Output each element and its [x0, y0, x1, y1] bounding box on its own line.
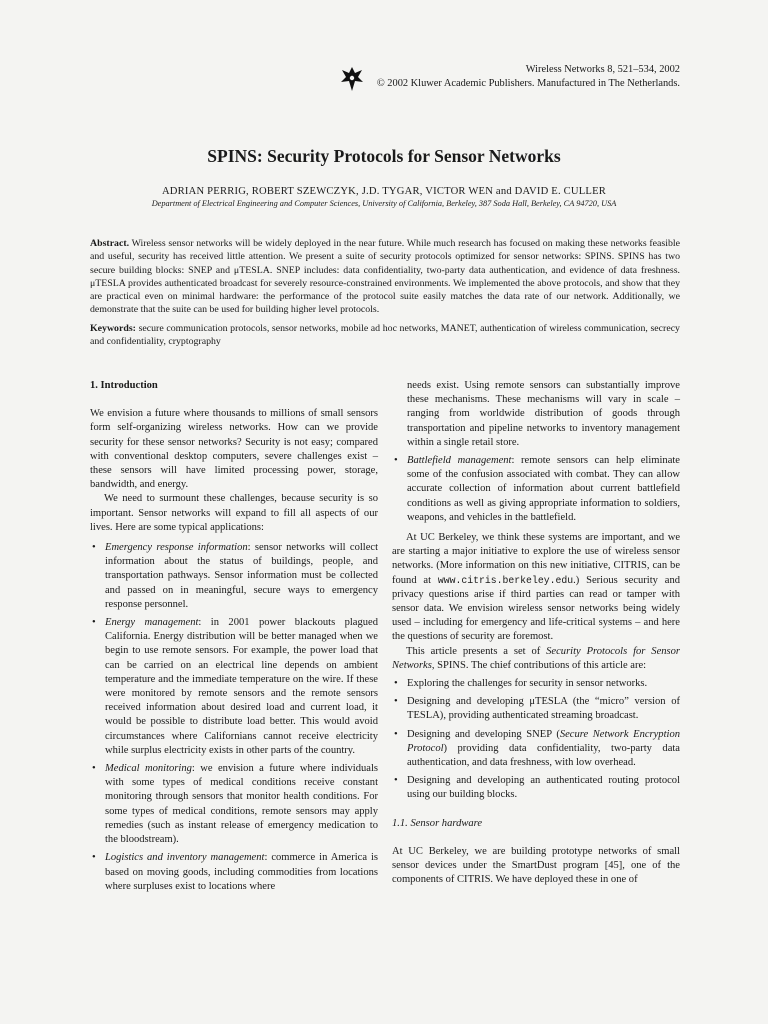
keywords-label: Keywords: — [90, 323, 136, 334]
bullet-text: : remote sensors can help eliminate some of the confusion associated with combat. They can allow accurate collection of information about current battlefield conditions as well as giving appropriate information to soldiers, weapons, and vehicles in the battlefield. — [407, 455, 680, 523]
keywords — [90, 322, 680, 349]
bullet-text: ) providing data confidentiality, two-party data authentication, and data freshness, with low overhead. — [407, 742, 680, 769]
abstract-label: Abstract. — [90, 238, 130, 249]
affiliation: Department of Electrical Engineering and Computer Sciences, University of California, Berkeley, 387 Soda Hall, Berkeley, CA 94720, USA — [151, 199, 617, 208]
citris-url: www.citris.berkeley.edu — [437, 574, 574, 586]
bullet-text: : in 2001 power blackouts plagued California. Energy distribution will be better managed when we begin to use remote sensors. For example, the power load that can be carried on an electrical line depends on ambient temperature and the immediate temperature on the wire. If these were monitored by remote sensors and the remote sensors received information about desired load and current load, it would be possible to distribute load better. This would avoid circumstances where Californians cannot receive electricity while surplus electricity exists in other parts of the country. — [105, 617, 378, 756]
publication-info — [377, 63, 680, 91]
abstract — [90, 237, 680, 317]
list-item — [392, 728, 680, 771]
intro-paragraph-3 — [392, 531, 680, 645]
left-column — [90, 379, 378, 894]
journal-line: Wireless Networks 8, 521–534, 2002 — [525, 64, 680, 75]
list-item — [90, 616, 378, 758]
keywords-text: secure communication protocols, sensor networks, mobile ad hoc networks, MANET, authentication of wireless communication, secrecy and confidentiality, cryptography — [90, 323, 680, 348]
bullet-text: : we envision a future where individuals with some types of medical conditions receive constant monitoring through sensors that monitor health conditions. For some types of medical conditions, remote sensors may apply remedies (such as instant release of emergency medication to the bloodstream). — [105, 763, 378, 846]
bullet-term: Emergency response information — [105, 542, 248, 554]
bullet-term: Energy management — [105, 617, 199, 629]
list-item-continuation: needs exist. Using remote sensors can substantially improve these mechanisms. These mechanisms will vary in scale – ranging from worldwide distribution of goods through transportation and pipeline networks to inventory management within a single retail store. — [407, 380, 680, 448]
intro-paragraph-2: We need to surmount these challenges, because security is so important. Sensor networks will expand to fill all aspects of our lives. Here are some typical applications: — [90, 493, 378, 533]
section-heading-introduction: 1. Introduction — [90, 380, 158, 391]
paper-title: SPINS: Security Protocols for Sensor Networks — [207, 146, 561, 166]
intro-paragraph-1: We envision a future where thousands to millions of small sensors form self-organizing wireless networks. How can we provide security for these sensor networks? Security is not easy; compared with conventional desktop computers, severe challenges exist – these sensors will have limited processing power, storage, bandwidth, and energy. — [90, 408, 378, 491]
list-item: • Designing and developing μTESLA (the “micro” version of TESLA), providing authenticated streaming broadcast. — [392, 695, 680, 723]
list-item: • Designing and developing an authenticated routing protocol using our building blocks. — [392, 774, 680, 802]
subsection-heading-sensor-hardware: 1.1. Sensor hardware — [392, 817, 483, 829]
list-item: • Exploring the challenges for security in sensor networks. — [392, 677, 680, 691]
bullet-term: Medical monitoring — [105, 763, 192, 775]
paragraph-text: , SPINS. The chief contributions of this article are: — [431, 659, 647, 671]
list-item — [90, 851, 378, 894]
intro-paragraph-4 — [392, 645, 680, 673]
paragraph-text: At UC Berkeley, we think these systems are important, and we are starting a major initiative to explore the use of wireless sensor networks. (More information on this new initiative, CITRIS, can be found at — [392, 532, 680, 586]
paragraph-text: .) Serious security and privacy questions arise if third parties can read or tamper with sensor data. We envision wireless sensor networks being widely used – including for emergency and life-critical systems – and here the questions of security are foremost. — [392, 574, 680, 643]
sensor-hardware-paragraph: At UC Berkeley, we are building prototype networks of small sensor devices under the SmartDust program [45], one of the components of CITRIS. We have deployed these in one of — [392, 845, 680, 886]
bullet-term: Battlefield management — [407, 455, 512, 467]
emphasis-text: Secure Network Encryption Protocol — [407, 728, 680, 754]
publisher-header — [340, 63, 680, 93]
right-column — [392, 379, 680, 888]
list-item — [90, 762, 378, 847]
bullet-text: : commerce in America is based on moving goods, including commodities from locations where surpluses exist to locations where — [105, 852, 379, 892]
paragraph-text: This article presents a set of — [406, 645, 541, 657]
bullet-term: Logistics and inventory management — [105, 852, 265, 864]
list-item — [392, 454, 680, 525]
copyright-line: © 2002 Kluwer Academic Publishers. Manufactured in The Netherlands. — [376, 78, 680, 89]
publisher-logo-icon — [340, 66, 364, 92]
list-item — [90, 541, 378, 612]
bullet-text: : sensor networks will collect information about the status of buildings, people, and transportation pathways. Sensor information must be collected and passed on in meaningful, secure ways to emergency response personnel. — [105, 542, 379, 610]
author-list: ADRIAN PERRIG, ROBERT SZEWCZYK, J.D. TYGAR, VICTOR WEN and DAVID E. CULLER — [161, 186, 607, 197]
emphasis-text: Security Protocols for Sensor Networks — [392, 645, 681, 671]
bullet-text: Designing and developing SNEP ( — [407, 728, 560, 740]
abstract-text: Wireless sensor networks will be widely deployed in the near future. While much research has focused on making these networks feasible and useful, security has received little attention. We present a suite of security protocols optimized for sensor networks: SPINS. SPINS has two secure building blocks: SNEP and μTESLA. SNEP includes: data confidentiality, two-party data authentication, and evidence of data freshness. μTESLA provides authenticated broadcast for severely resource-constrained environments. We implemented the above protocols, and show that they are practical even on minimal hardware: the performance of the protocol suite easily matches the data rate of our network. Additionally, we demonstrate that the suite can be used for building higher level protocols. — [90, 238, 680, 316]
